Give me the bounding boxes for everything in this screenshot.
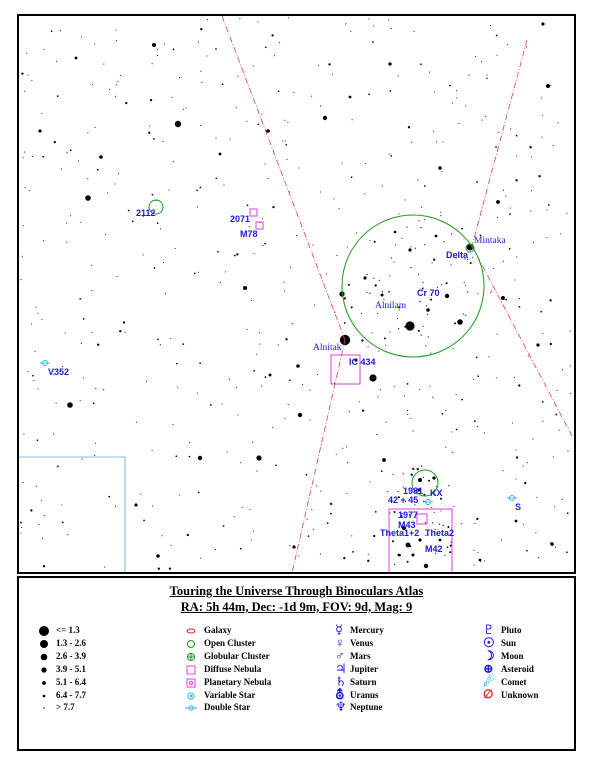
planet-label: Comet	[501, 677, 527, 687]
planet-label: Moon	[501, 651, 524, 661]
planet-label: Uranus	[350, 690, 379, 700]
object-type-label: Planetary Nebula	[204, 677, 272, 687]
map-frame	[17, 14, 576, 574]
planet-icon: ♀	[335, 635, 345, 650]
label-2071: 2071	[230, 214, 251, 224]
planet-label: Pluto	[501, 625, 522, 635]
label-m42: M42	[425, 544, 443, 554]
mag-label: 2.6 - 3.9	[56, 651, 86, 661]
mag-label: 6.4 - 7.7	[56, 690, 86, 700]
object-type-label: Double Star	[204, 702, 251, 712]
planet-icon: ☉	[483, 635, 495, 650]
label-cr70: Cr 70	[417, 288, 440, 298]
planet-icon: ♄	[335, 674, 347, 689]
label-mintaka: Mintaka	[474, 236, 506, 246]
planet-icon: ⛢	[335, 687, 345, 702]
planet-icon: ☿	[335, 622, 343, 637]
label-1977: 1977	[398, 510, 419, 520]
planet-icon: ☽	[483, 648, 495, 663]
mag-label: > 7.7	[56, 702, 75, 712]
planet-label: Asteroid	[501, 664, 534, 674]
planet-icon: ☄	[483, 674, 495, 689]
legend-params: RA: 5h 44m, Dec: -1d 9m, FOV: 9d, Mag: 9	[180, 600, 413, 614]
object-type-label: Diffuse Nebula	[204, 664, 262, 674]
object-type-label: Variable Star	[204, 690, 256, 700]
object-type-label: Open Cluster	[204, 638, 256, 648]
label-alnilam: Alnilam	[375, 301, 407, 311]
planet-icon: ♃	[335, 661, 347, 676]
label-m43: M43	[398, 520, 416, 530]
object-type-label: Globular Cluster	[204, 651, 270, 661]
mag-label: 3.9 - 5.1	[56, 664, 86, 674]
planet-label: Neptune	[350, 702, 383, 712]
planet-label: Mercury	[350, 625, 384, 635]
label-ic434: IC 434	[349, 357, 376, 367]
label-42-45: 42 + 45	[388, 495, 419, 505]
label-2112: 2112	[136, 208, 156, 218]
planet-label: Jupiter	[350, 664, 378, 674]
planet-icon: ♆	[335, 699, 347, 714]
label-v352: V352	[48, 367, 70, 377]
planet-label: Sun	[501, 638, 517, 648]
label-m78: M78	[240, 229, 258, 239]
planet-icon: ♂	[335, 648, 345, 663]
mag-label: 5.1 - 6.4	[56, 677, 86, 687]
label-delta: Delta	[446, 250, 469, 260]
planet-icon: ⊕	[483, 661, 494, 676]
mag-label: <= 1.3	[56, 625, 80, 635]
planet-label: Saturn	[350, 677, 377, 687]
legend-title: Touring the Universe Through Binoculars Atlas	[169, 584, 424, 598]
planet-icon: ♇	[483, 622, 495, 637]
planet-icon: ∅	[483, 687, 494, 701]
planet-label: Unknown	[501, 690, 539, 700]
object-type-label: Galaxy	[204, 625, 232, 635]
planet-label: Venus	[350, 638, 374, 648]
label-s: S	[515, 502, 522, 512]
label-theta1-2: Theta1+2	[380, 528, 420, 538]
label-1981: 1981	[403, 486, 424, 496]
label-kx: KX	[430, 488, 443, 498]
planet-label: Mars	[350, 651, 371, 661]
label-alnitak: Alnitak	[313, 343, 342, 353]
label-theta2: Theta2	[425, 528, 455, 538]
mag-label: 1.3 - 2.6	[56, 638, 86, 648]
